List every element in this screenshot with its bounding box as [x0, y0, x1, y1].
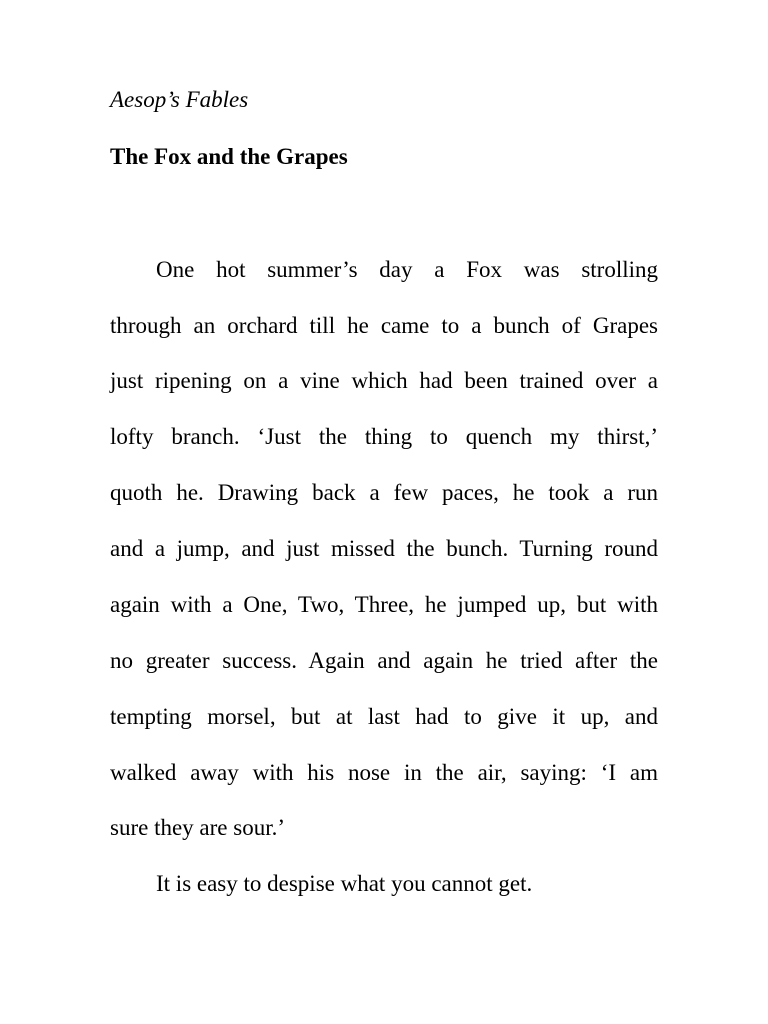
body-line: quoth he. Drawing back a few paces, he took a run [110, 480, 658, 505]
body-line: sure they are sour.’ [110, 815, 285, 840]
body-line: through an orchard till he came to a bunch of Grapes [110, 313, 658, 338]
body-line: and a jump, and just missed the bunch. Turning round [110, 536, 658, 561]
body-line: walked away with his nose in the air, saying: ‘I am [110, 760, 658, 785]
moral-line: It is easy to despise what you cannot get. [156, 871, 533, 896]
body-line: lofty branch. ‘Just the thing to quench my thirst,’ [110, 424, 658, 449]
body-line: tempting morsel, but at last had to give it up, and [110, 704, 658, 729]
story-title: The Fox and the Grapes [110, 144, 348, 169]
body-line: no greater success. Again and again he tried after the [110, 648, 658, 673]
book-title: Aesop’s Fables [110, 87, 249, 112]
body-line: again with a One, Two, Three, he jumped up, but with [110, 592, 658, 617]
body-line: One hot summer’s day a Fox was strolling [156, 257, 658, 282]
body-line: just ripening on a vine which had been trained over a [110, 368, 658, 393]
